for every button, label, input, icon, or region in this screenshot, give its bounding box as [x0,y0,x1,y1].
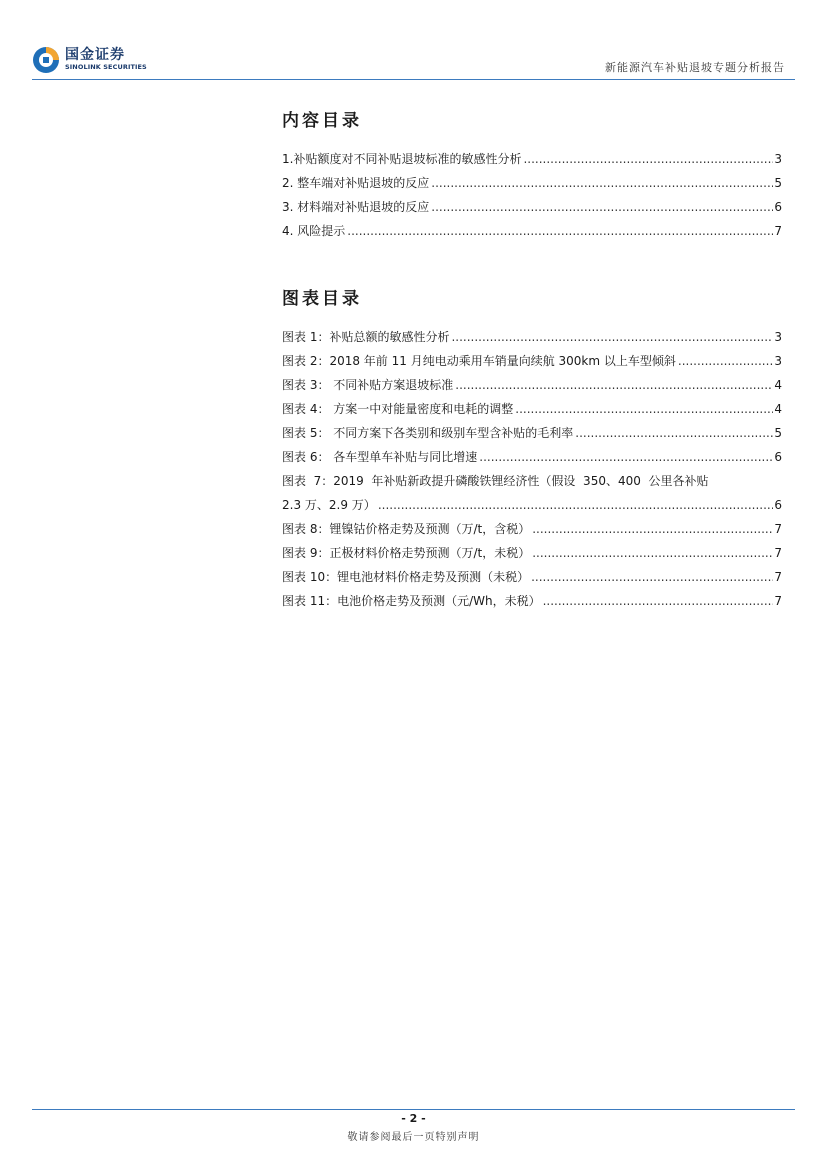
toc-item[interactable] [282,585,782,609]
toc-item-page: 7 [774,546,782,560]
toc-item-page: 3 [774,330,782,344]
sinolink-logo-icon [32,46,60,74]
toc-item-page: 3 [774,152,782,166]
toc-item-page: 6 [774,200,782,214]
toc-leader-dots [532,545,773,561]
toc-item-label: 4. 风险提示 [282,224,346,238]
toc-item[interactable] [282,513,782,537]
toc-item[interactable] [282,369,782,393]
toc-item[interactable] [282,191,782,215]
figures-title: 图表目录 [282,289,362,309]
toc-item[interactable] [282,324,782,345]
toc-item-label: 图表 10：锂电池材料价格走势及预测（未税） [282,570,530,584]
toc-leader-dots [523,151,773,167]
toc-item[interactable] [282,345,782,369]
logo-chinese-name: 国金证券 [65,47,125,63]
toc-item-page: 6 [774,450,782,464]
toc-item-label: 图表 4： 方案一中对能量密度和电耗的调整 [282,402,514,416]
toc-leader-dots [451,329,773,345]
toc-item-page: 4 [774,378,782,392]
toc-item-page: 3 [774,354,782,368]
toc-item[interactable] [282,537,782,561]
toc-item-page: 6 [774,498,782,512]
toc-item-label: 图表 9：正极材料价格走势预测（万/t，未税） [282,546,531,560]
toc-item-label: 2. 整车端对补贴退坡的反应 [282,176,430,190]
toc-item-page: 5 [774,426,782,440]
footer-divider [32,1109,795,1110]
toc-leader-dots [479,449,773,465]
toc-leader-dots [678,353,773,369]
footer-disclaimer: 敬请参阅最后一页特别声明 [347,1132,480,1143]
toc-item-label: 图表 6： 各车型单车补贴与同比增速 [282,450,478,464]
toc-item[interactable] [282,215,782,239]
toc-item-page: 4 [774,402,782,416]
header-divider [32,79,795,80]
toc-item-label: 图表 7：2019 年补贴新政提升磷酸铁锂经济性（假设 350、400 公里各补贴 [282,474,709,488]
toc-leader-dots [515,401,773,417]
contents-title: 内容目录 [282,111,362,131]
toc-leader-dots [347,223,773,239]
toc-leader-dots [431,199,773,215]
toc-item-label: 图表 5： 不同方案下各类别和级别车型含补贴的毛利率 [282,426,574,440]
toc-leader-dots [543,593,774,609]
toc-item-page: 5 [774,176,782,190]
toc-item-label: 图表 11：电池价格走势及预测（元/Wh，未税） [282,594,541,608]
logo-english-name: SINOLINK SECURITIES [65,63,147,71]
report-title: 新能源汽车补贴退坡专题分析报告 [605,61,785,74]
toc-item-label: 3. 材料端对补贴退坡的反应 [282,200,430,214]
toc-leader-dots [531,569,773,585]
toc-item-page: 7 [774,224,782,238]
toc-leader-dots [455,377,773,393]
figures-toc [282,288,782,609]
toc-item-page: 7 [774,594,782,608]
toc-leader-dots [532,521,773,537]
toc-item[interactable] [282,441,782,465]
toc-item-wrapped-second-line[interactable] [282,489,782,513]
toc-item[interactable] [282,561,782,585]
toc-item[interactable] [282,393,782,417]
toc-leader-dots [575,425,773,441]
toc-item-wrapped-first-line[interactable] [282,465,782,489]
contents-toc [282,110,782,239]
toc-item[interactable] [282,167,782,191]
toc-item-label: 图表 3： 不同补贴方案退坡标准 [282,378,454,392]
toc-item-page: 7 [774,570,782,584]
toc-item[interactable] [282,417,782,441]
toc-item-label: 2.3 万、2.9 万） [282,498,376,512]
toc-item-page: 7 [774,522,782,536]
company-logo [32,46,147,74]
toc-item-label: 1.补贴额度对不同补贴退坡标准的敏感性分析 [282,152,522,166]
toc-item-label: 图表 2：2018 年前 11 月纯电动乘用车销量向续航 300km 以上车型倾斜 [282,354,676,368]
page-number: - 2 - [401,1112,426,1125]
toc-leader-dots [378,497,774,513]
toc-leader-dots [431,175,773,191]
page-header [0,0,827,80]
toc-item[interactable] [282,146,782,167]
toc-item-label: 图表 8：锂镍钴价格走势及预测（万/t，含税） [282,522,531,536]
toc-item-label: 图表 1：补贴总额的敏感性分析 [282,330,450,344]
